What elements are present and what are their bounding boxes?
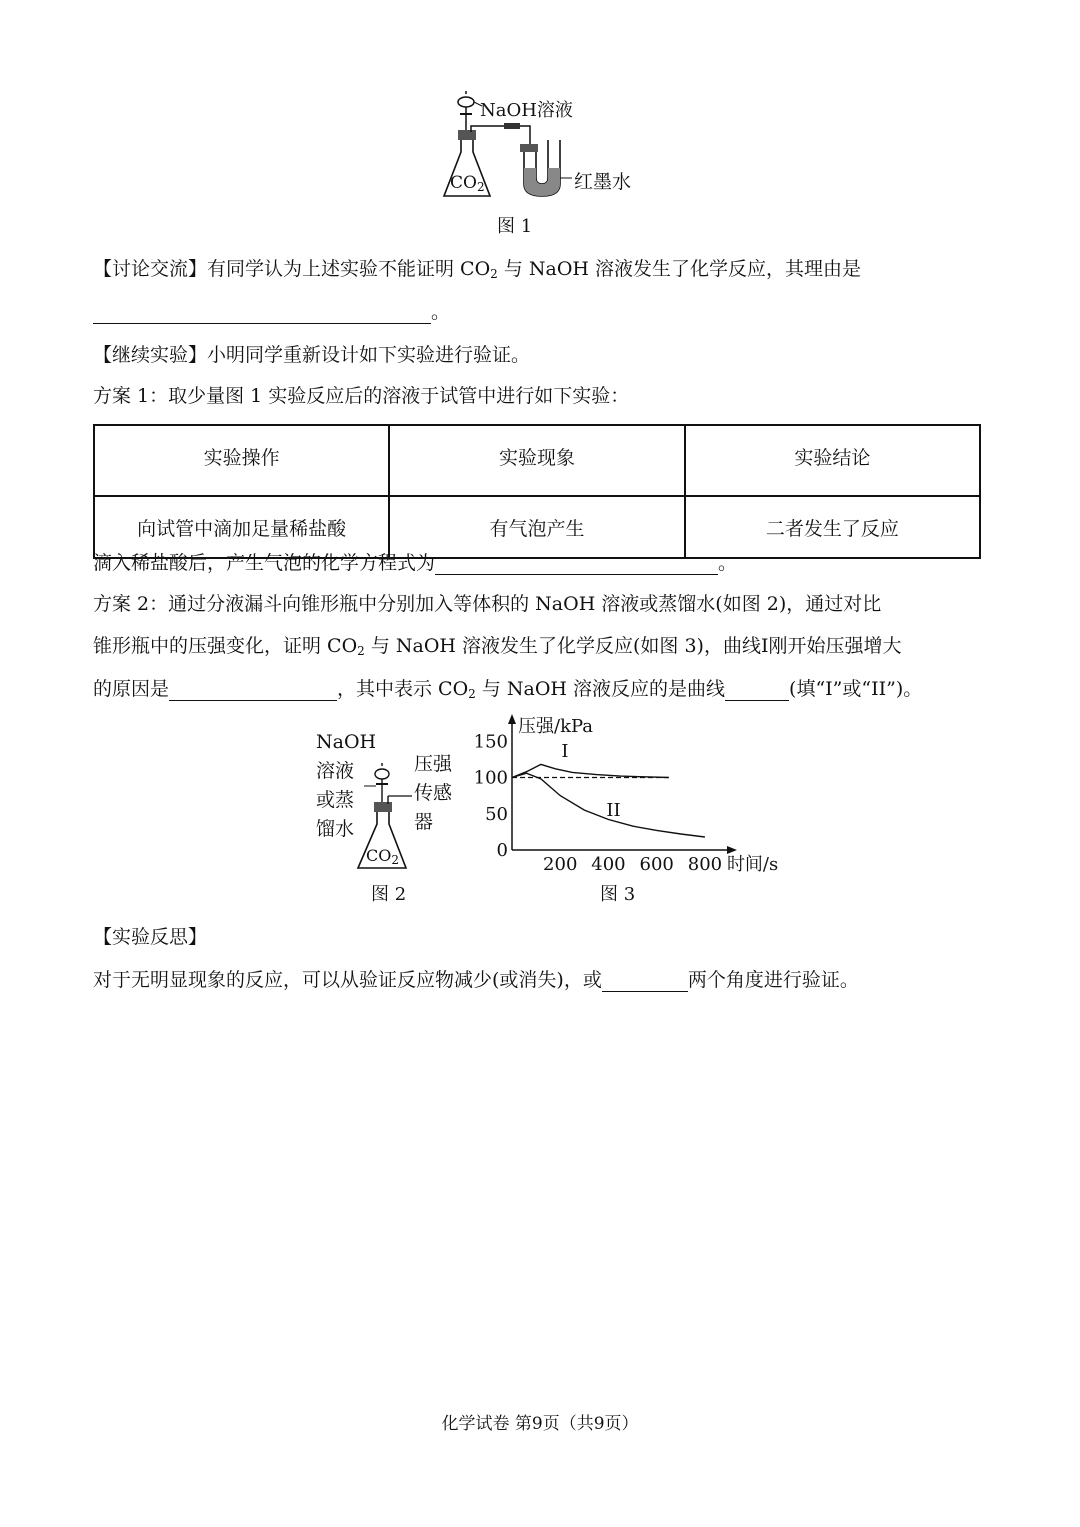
series-label-I: I [561,740,569,762]
x-tick-label: 800 [687,854,723,875]
plan1-text: 方案 1：取少量图 1 实验反应后的溶液于试管中进行如下实验： [93,385,630,407]
fig2-sensor-line3: 器 [414,811,434,833]
y-tick-label: 100 [473,767,508,789]
fig1-funnel-label: NaOH溶液 [480,100,573,121]
y-tick-label: 150 [473,731,508,753]
fig1-flask-label: $CO_2$ [450,173,485,194]
table-header-phenomenon: 实验现象 [389,425,684,496]
fig1-ink-label: 红墨水 [574,171,632,193]
table-header-conclusion: 实验结论 [685,425,980,496]
answer-blank-reason[interactable] [93,303,431,324]
y-axis-label: 压强/kPa [518,716,594,737]
fig2-label-line3: 或蒸 [316,789,355,811]
table-header-operation: 实验操作 [94,425,389,496]
discussion-line: 【讨论交流】有同学认为上述实验不能证明 $CO_2$ 与 NaOH 溶液发生了化学反应，其理由是 [93,258,862,281]
x-tick-label: 600 [639,854,674,875]
x-axis-arrow [727,846,737,854]
answer-blank-cause[interactable] [169,680,337,701]
page-footer: 化学试卷 第9页（共9页） [441,1414,639,1434]
y-axis-arrow [508,714,516,724]
fig1-caption: 图 1 [497,216,533,237]
equation-line: 滴入稀盐酸后，产生气泡的化学方程式为 。 [93,552,738,574]
fig2-caption: 图 2 [371,884,407,905]
series-line-I [512,764,669,777]
answer-blank-equation[interactable] [435,554,718,575]
fig2-label-line2: 溶液 [316,760,355,782]
fig2-sensor-line1: 压强 [414,753,453,775]
y-tick-label: 0 [496,840,508,861]
fig3-caption: 图 3 [600,884,636,905]
table-cell-operation: 向试管中滴加足量稀盐酸 [94,496,389,558]
continue-heading: 【继续实验】小明同学重新设计如下实验进行验证。 [93,344,531,366]
reflection-text: 对于无明显现象的反应，可以从验证反应物减少(或消失)，或 两个角度进行验证。 [93,969,859,991]
experiment-table [93,424,981,559]
x-tick-label: 200 [543,854,578,875]
table-cell-conclusion: 二者发生了反应 [685,496,980,558]
figure-3-pressure-chart [460,710,780,880]
y-tick-label: 50 [485,803,508,825]
plan2-line3: 的原因是 ，其中表示 $CO_2$ 与 NaOH 溶液反应的是曲线 (填“I”或“II”)。 [93,678,923,701]
fig2-sensor-line2: 传感 [414,782,453,804]
fig2-label-line1: NaOH [316,731,377,753]
answer-blank-curve[interactable] [725,680,789,701]
plan2-line2: 锥形瓶中的压强变化，证明 $CO_2$ 与 NaOH 溶液发生了化学反应(如图 3)，曲线Ⅰ刚开始压强增大 [93,635,902,658]
series-label-II: II [606,800,621,822]
reflection-heading: 【实验反思】 [93,926,208,948]
discussion-answer: 。 [93,300,450,324]
table-header-row [94,425,980,496]
plan2-line1: 方案 2：通过分液漏斗向锥形瓶中分别加入等体积的 NaOH 溶液或蒸馏水(如图 2)，通过对比 [93,593,882,615]
table-row [94,496,980,558]
answer-blank-angle[interactable] [602,971,688,992]
fig2-flask-label: $CO_2$ [366,846,399,867]
fig2-label-line4: 馏水 [316,818,355,840]
table-cell-phenomenon: 有气泡产生 [389,496,684,558]
x-tick-label: 400 [591,854,626,875]
x-axis-label: 时间/s [726,854,779,875]
